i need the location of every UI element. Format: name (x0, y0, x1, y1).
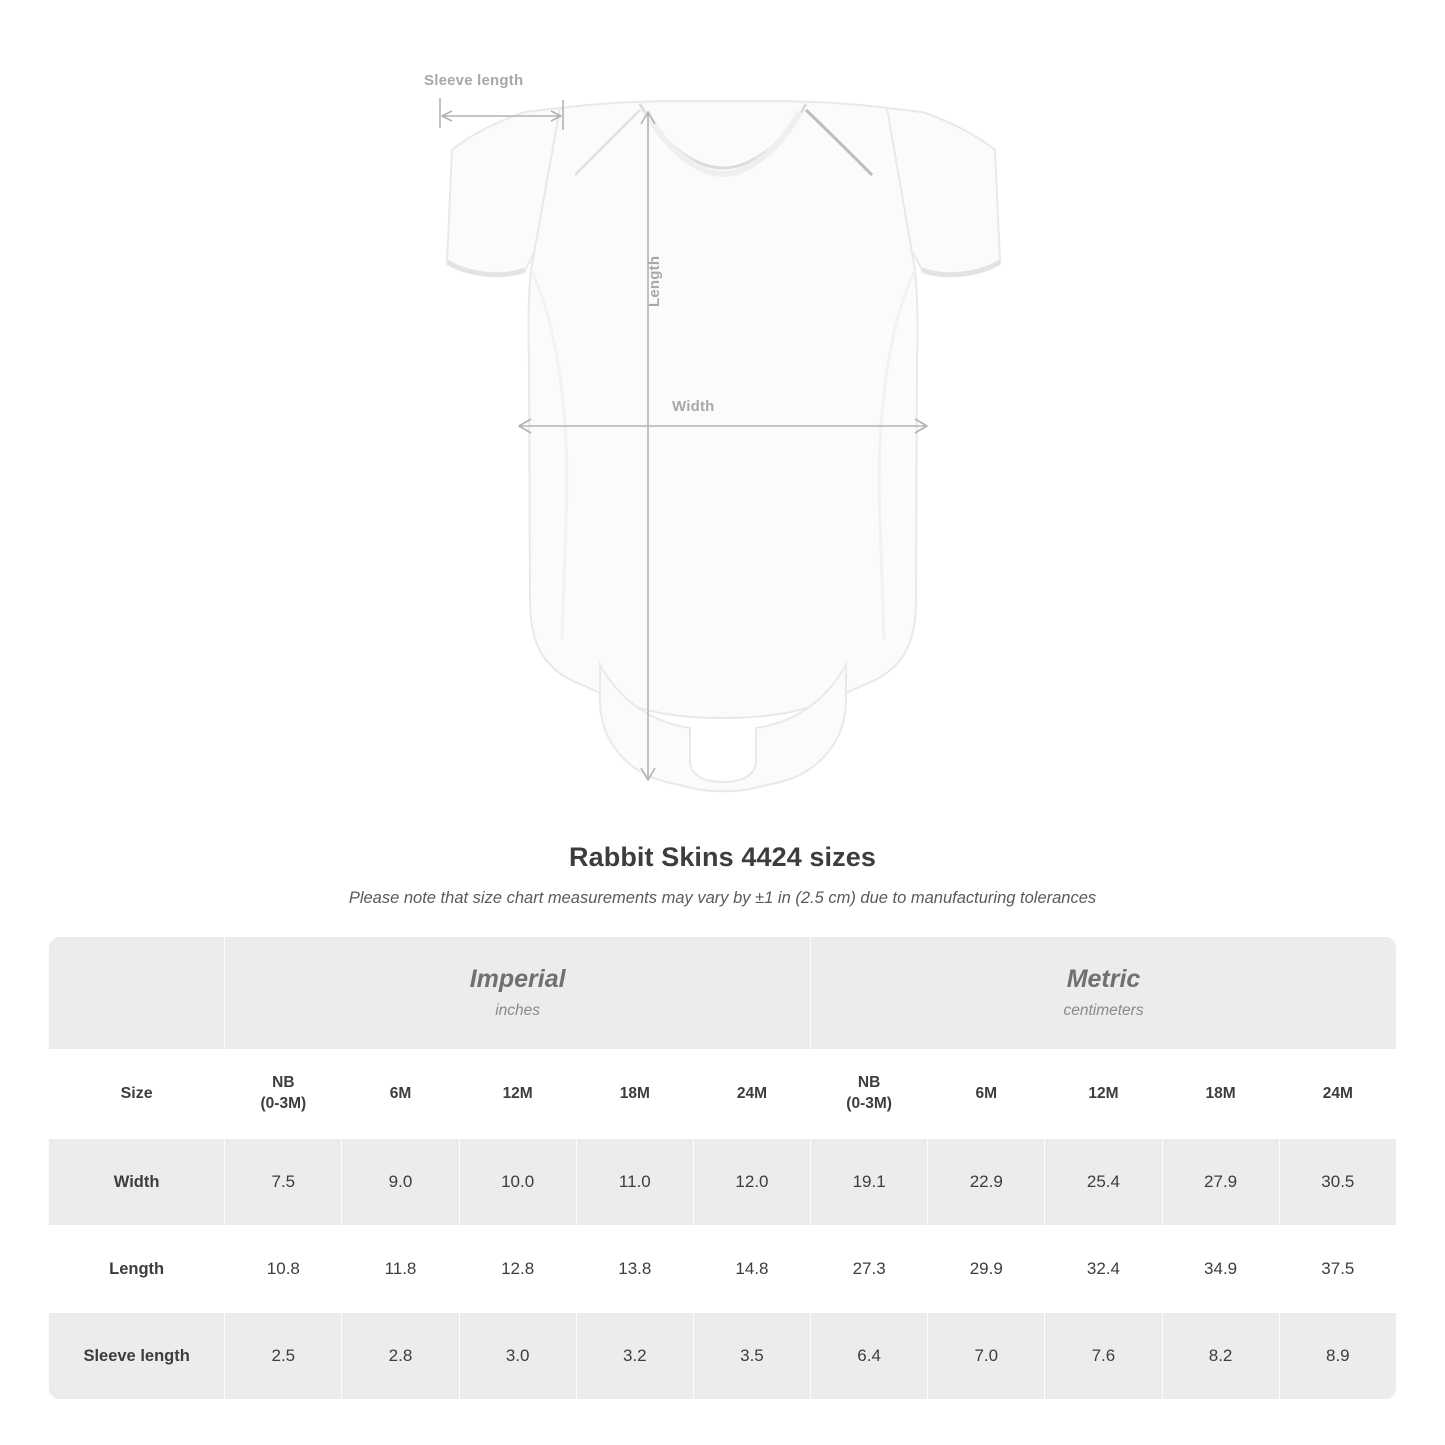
unit-group-imperial-sub: inches (495, 1001, 541, 1019)
cell-sleeve-metric-24m: 8.9 (1279, 1313, 1396, 1400)
cell-sleeve-imperial-12m: 3.0 (459, 1313, 576, 1400)
column-header-row (49, 1050, 1397, 1139)
cell-sleeve-metric-6m: 7.0 (928, 1313, 1045, 1400)
unit-group-imperial-name: Imperial (469, 965, 566, 994)
cell-length-metric-24m: 37.5 (1279, 1226, 1396, 1313)
page-title: Rabbit Skins 4424 sizes (569, 842, 876, 872)
unit-banner-row (49, 937, 1397, 1050)
table-row (49, 1313, 1397, 1400)
cell-width-imperial-12m: 10.0 (459, 1139, 576, 1226)
unit-group-metric-name: Metric (1066, 965, 1141, 994)
sleeve-length-label: Sleeve length (424, 72, 524, 89)
cell-width-metric-6m: 22.9 (928, 1139, 1045, 1226)
column-header-metric-nb (811, 1050, 928, 1139)
column-header-line1: 18M (619, 1084, 650, 1102)
table-row (49, 1226, 1397, 1313)
title-block (0, 842, 1445, 908)
cell-sleeve-metric-18m: 8.2 (1162, 1313, 1279, 1400)
cell-width-imperial-18m: 11.0 (576, 1139, 693, 1226)
cell-length-imperial-18m: 13.8 (576, 1226, 693, 1313)
cell-sleeve-metric-nb: 6.4 (811, 1313, 928, 1400)
table-row (49, 1139, 1397, 1226)
cell-width-imperial-24m: 12.0 (693, 1139, 810, 1226)
row-header-label: Size (49, 1050, 225, 1139)
row-label-sleeve-length: Sleeve length (49, 1313, 225, 1400)
column-header-line1: 24M (1322, 1084, 1353, 1102)
size-table (48, 936, 1397, 1400)
unit-group-imperial (225, 937, 811, 1050)
column-header-line1: NB (857, 1074, 881, 1092)
cell-width-metric-18m: 27.9 (1162, 1139, 1279, 1226)
cell-width-imperial-nb: 7.5 (225, 1139, 342, 1226)
cell-length-imperial-nb: 10.8 (225, 1226, 342, 1313)
size-table-wrapper (48, 936, 1397, 1400)
cell-width-metric-nb: 19.1 (811, 1139, 928, 1226)
row-label-length: Length (49, 1226, 225, 1313)
column-header-line2: (0-3M) (260, 1095, 307, 1112)
cell-sleeve-metric-12m: 7.6 (1045, 1313, 1162, 1400)
cell-sleeve-imperial-nb: 2.5 (225, 1313, 342, 1400)
cell-length-metric-6m: 29.9 (928, 1226, 1045, 1313)
cell-length-metric-12m: 32.4 (1045, 1226, 1162, 1313)
tolerance-note: Please note that size chart measurements may vary by ±1 in (2.5 cm) due to manufacturing tolerances (348, 889, 1097, 907)
column-header-imperial-6m (342, 1050, 459, 1139)
column-header-line1: 18M (1205, 1084, 1236, 1102)
column-header-imperial-nb (225, 1050, 342, 1139)
table-corner-cell (49, 937, 225, 1050)
column-header-line1: 6M (389, 1084, 412, 1102)
column-header-line1: 24M (736, 1084, 768, 1102)
length-label: Length (646, 255, 663, 307)
column-header-line1: NB (272, 1074, 295, 1092)
column-header-metric-24m (1279, 1050, 1396, 1139)
cell-length-metric-nb: 27.3 (811, 1226, 928, 1313)
cell-length-imperial-6m: 11.8 (342, 1226, 459, 1313)
column-header-imperial-18m (576, 1050, 693, 1139)
cell-sleeve-imperial-6m: 2.8 (342, 1313, 459, 1400)
cell-width-metric-24m: 30.5 (1279, 1139, 1396, 1226)
cell-width-metric-12m: 25.4 (1045, 1139, 1162, 1226)
cell-length-imperial-24m: 14.8 (693, 1226, 810, 1313)
column-header-imperial-24m (693, 1050, 810, 1139)
cell-length-metric-18m: 34.9 (1162, 1226, 1279, 1313)
column-header-metric-6m (928, 1050, 1045, 1139)
row-label-width: Width (49, 1139, 225, 1226)
column-header-imperial-12m (459, 1050, 576, 1139)
column-header-metric-18m (1162, 1050, 1279, 1139)
column-header-metric-12m (1045, 1050, 1162, 1139)
unit-group-metric (811, 937, 1397, 1050)
cell-sleeve-imperial-24m: 3.5 (693, 1313, 810, 1400)
cell-width-imperial-6m: 9.0 (342, 1139, 459, 1226)
column-header-line1: 12M (502, 1084, 533, 1102)
unit-group-metric-sub: centimeters (1063, 1001, 1144, 1019)
column-header-line1: 6M (975, 1084, 998, 1102)
width-label: Width (672, 398, 715, 415)
column-header-line1: 12M (1088, 1084, 1119, 1102)
cell-sleeve-imperial-18m: 3.2 (576, 1313, 693, 1400)
cell-length-imperial-12m: 12.8 (459, 1226, 576, 1313)
column-header-line2: (0-3M) (846, 1095, 892, 1112)
